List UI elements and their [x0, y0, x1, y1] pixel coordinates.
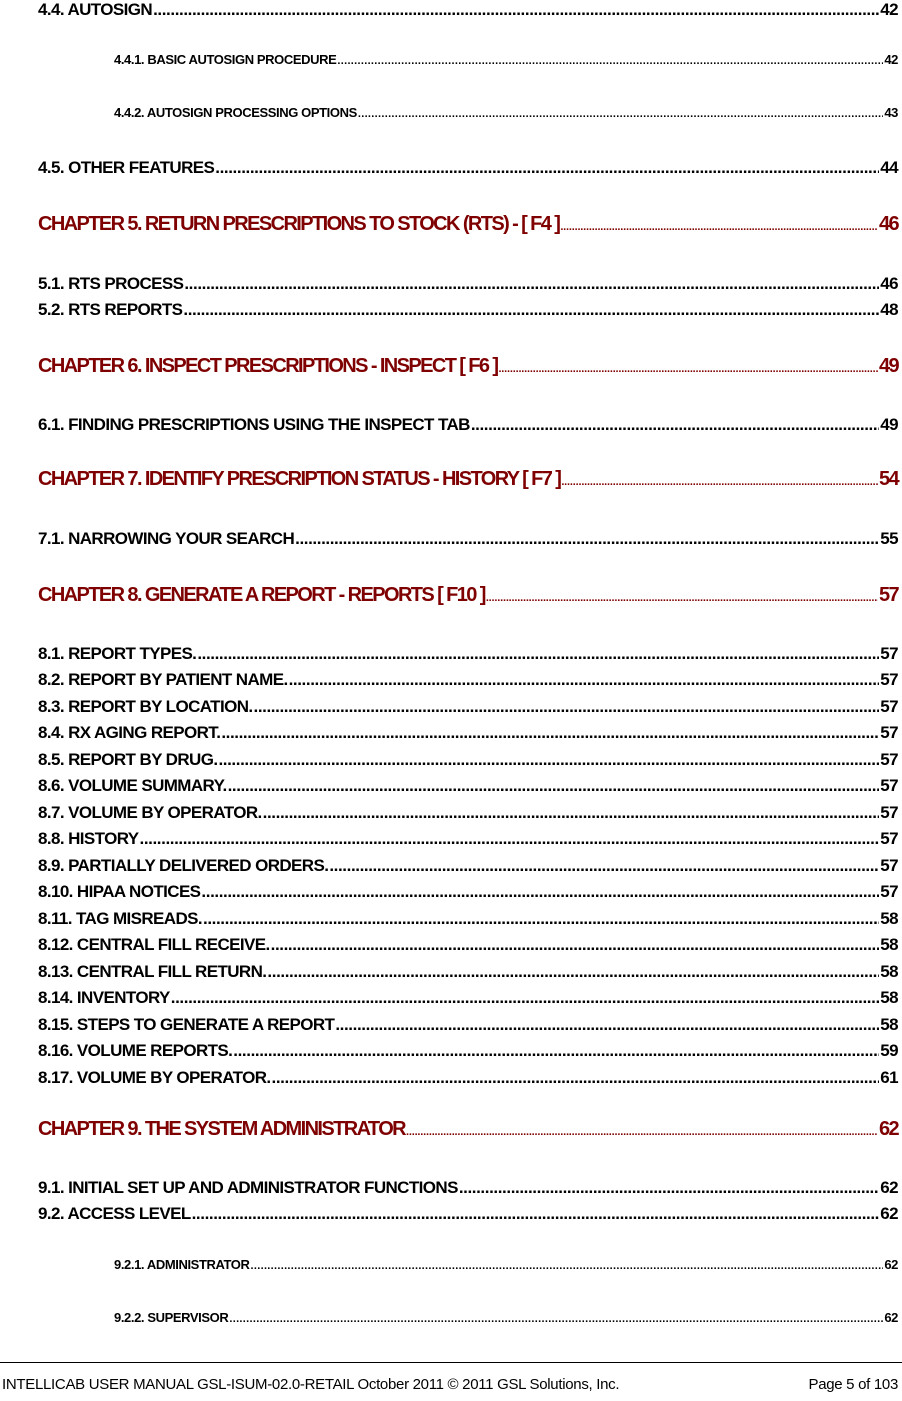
toc-entry-page: 42 [880, 0, 898, 19]
toc-entry-label: 4.4.1. BASIC AUTOSIGN PROCEDURE [114, 52, 337, 67]
toc-entry[interactable] [38, 1178, 898, 1198]
toc-entry[interactable] [38, 274, 898, 294]
toc-entry[interactable] [38, 962, 898, 982]
dot-leader [337, 55, 883, 67]
toc-entry-page: 57 [880, 856, 898, 875]
toc-entry-page: 46 [880, 274, 898, 293]
dot-leader [561, 476, 878, 488]
toc-entry-label: CHAPTER 5. RETURN PRESCRIPTIONS TO STOCK (RTS) - [ F4 ] [38, 213, 560, 235]
toc-entry[interactable] [38, 529, 898, 549]
toc-entry-page: 62 [884, 1310, 898, 1325]
footer-divider [0, 1362, 902, 1363]
dot-leader [267, 962, 879, 982]
toc-entry-page: 58 [880, 1015, 898, 1034]
toc-entry-label: 9.2.2. SUPERVISOR [114, 1310, 229, 1325]
dot-leader [560, 221, 878, 233]
toc-entry-page: 58 [880, 909, 898, 928]
toc-entry[interactable] [38, 750, 898, 770]
dot-leader [153, 0, 879, 20]
toc-entry-label: 8.7. VOLUME BY OPERATOR. [38, 803, 262, 822]
toc-entry-label: 8.5. REPORT BY DRUG. [38, 750, 218, 769]
toc-entry-label: 9.2. ACCESS LEVEL [38, 1204, 191, 1223]
toc-entry-page: 58 [880, 988, 898, 1007]
toc-entry[interactable] [38, 0, 898, 20]
toc-entry[interactable] [38, 1068, 898, 1088]
dot-leader [218, 750, 879, 770]
toc-entry-page: 62 [878, 1118, 898, 1140]
dot-leader [335, 1015, 879, 1035]
toc-entry[interactable] [38, 415, 898, 435]
toc-entry-page: 58 [880, 962, 898, 981]
toc-entry[interactable] [38, 644, 898, 664]
toc-entry-label: CHAPTER 6. INSPECT PRESCRIPTIONS - INSPECT [ F6 ] [38, 355, 498, 377]
toc-entry[interactable] [38, 1041, 898, 1061]
toc-entry-label: 8.15. STEPS TO GENERATE A REPORT [38, 1015, 335, 1034]
toc-chapter-entry[interactable] [38, 1118, 898, 1141]
toc-entry[interactable] [38, 670, 898, 690]
toc-entry-page: 61 [880, 1068, 898, 1087]
toc-entry-label: 8.10. HIPAA NOTICES [38, 882, 201, 901]
toc-entry[interactable] [38, 776, 898, 796]
dot-leader [228, 776, 880, 796]
dot-leader [329, 856, 879, 876]
dot-leader [229, 1313, 883, 1325]
toc-entry-label: 7.1. NARROWING YOUR SEARCH [38, 529, 295, 548]
toc-entry[interactable] [114, 52, 898, 67]
toc-entry-page: 55 [880, 529, 898, 548]
toc-entry-label: 6.1. FINDING PRESCRIPTIONS USING THE INSPECT TAB [38, 415, 470, 434]
toc-entry[interactable] [114, 1310, 898, 1325]
toc-entry-page: 49 [878, 355, 898, 377]
toc-entry-page: 42 [884, 52, 898, 67]
toc-entry-page: 57 [880, 670, 898, 689]
toc-entry-page: 57 [880, 644, 898, 663]
toc-entry-label: 8.12. CENTRAL FILL RECEIVE. [38, 935, 270, 954]
toc-entry[interactable] [38, 803, 898, 823]
toc-entry-label: 8.17. VOLUME BY OPERATOR. [38, 1068, 271, 1087]
toc-entry[interactable] [38, 1204, 898, 1224]
footer-page-number: Page 5 of 103 [808, 1376, 898, 1393]
toc-entry-page: 49 [880, 415, 898, 434]
toc-entry-label: 8.2. REPORT BY PATIENT NAME. [38, 670, 288, 689]
toc-entry-label: 8.13. CENTRAL FILL RETURN. [38, 962, 267, 981]
toc-entry[interactable] [38, 158, 898, 178]
toc-entry-page: 54 [878, 468, 898, 490]
dot-leader [171, 988, 880, 1008]
toc-entry-label: 9.1. INITIAL SET UP AND ADMINISTRATOR FUNCTIONS [38, 1178, 458, 1197]
dot-leader [486, 592, 878, 604]
toc-entry[interactable] [38, 300, 898, 320]
dot-leader [221, 723, 879, 743]
toc-entry[interactable] [38, 856, 898, 876]
toc-entry[interactable] [38, 935, 898, 955]
toc-entry[interactable] [114, 1257, 898, 1272]
toc-entry-page: 57 [880, 723, 898, 742]
toc-entry-page: 57 [880, 697, 898, 716]
toc-entry-label: 5.2. RTS REPORTS [38, 300, 183, 319]
toc-entry-label: 8.3. REPORT BY LOCATION. [38, 697, 253, 716]
toc-entry[interactable] [38, 829, 898, 849]
toc-entry-page: 57 [880, 829, 898, 848]
dot-leader [197, 644, 879, 664]
toc-entry-label: 5.1. RTS PROCESS [38, 274, 184, 293]
toc-entry-page: 48 [880, 300, 898, 319]
toc-entry-label: 8.11. TAG MISREADS. [38, 909, 202, 928]
dot-leader [471, 415, 879, 435]
toc-entry-label: 8.8. HISTORY [38, 829, 139, 848]
toc-entry-page: 57 [880, 776, 898, 795]
dot-leader [406, 1126, 878, 1138]
toc-entry-label: CHAPTER 8. GENERATE A REPORT - REPORTS [ F10 ] [38, 584, 485, 606]
dot-leader [271, 935, 880, 955]
toc-entry-page: 57 [880, 803, 898, 822]
toc-chapter-entry[interactable] [38, 355, 898, 378]
dot-leader [358, 108, 883, 120]
dot-leader [183, 300, 879, 320]
toc-entry-label: 8.9. PARTIALLY DELIVERED ORDERS. [38, 856, 329, 875]
toc-entry[interactable] [38, 882, 898, 902]
toc-entry-label: 4.4.2. AUTOSIGN PROCESSING OPTIONS [114, 105, 357, 120]
toc-entry-page: 62 [880, 1204, 898, 1223]
dot-leader [263, 803, 880, 823]
dot-leader [272, 1068, 880, 1088]
dot-leader [233, 1041, 879, 1061]
toc-entry-label: 8.1. REPORT TYPES. [38, 644, 197, 663]
dot-leader [192, 1204, 880, 1224]
dot-leader [203, 909, 879, 929]
toc-chapter-entry[interactable] [38, 468, 898, 491]
toc-entry-label: 8.6. VOLUME SUMMARY. [38, 776, 227, 795]
toc-entry-page: 57 [880, 750, 898, 769]
toc-chapter-entry[interactable] [38, 213, 898, 236]
toc-entry[interactable] [38, 1015, 898, 1035]
toc-entry[interactable] [38, 988, 898, 1008]
toc-entry-label: 4.4. AUTOSIGN [38, 0, 153, 19]
toc-entry-label: 9.2.1. ADMINISTRATOR [114, 1257, 250, 1272]
toc-entry-page: 59 [880, 1041, 898, 1060]
dot-leader [251, 1260, 884, 1272]
dot-leader [295, 529, 879, 549]
toc-entry-page: 62 [880, 1178, 898, 1197]
toc-entry-page: 62 [884, 1257, 898, 1272]
dot-leader [201, 882, 879, 902]
dot-leader [215, 158, 879, 178]
dot-leader [289, 670, 880, 690]
toc-entry-label: 8.14. INVENTORY [38, 988, 170, 1007]
dot-leader [498, 363, 878, 375]
toc-entry-label: CHAPTER 9. THE SYSTEM ADMINISTRATOR [38, 1118, 405, 1140]
toc-entry-label: CHAPTER 7. IDENTIFY PRESCRIPTION STATUS - HISTORY [ F7 ] [38, 468, 561, 490]
toc-entry-label: 8.16. VOLUME REPORTS. [38, 1041, 233, 1060]
page-footer [2, 1376, 898, 1393]
toc-entry[interactable] [38, 723, 898, 743]
toc-entry[interactable] [114, 105, 898, 120]
toc-chapter-entry[interactable] [38, 584, 898, 607]
toc-entry-page: 58 [880, 935, 898, 954]
toc-entry-page: 57 [878, 584, 898, 606]
dot-leader [254, 697, 880, 717]
footer-document-info: INTELLICAB USER MANUAL GSL-ISUM-02.0-RETAIL October 2011 © 2011 GSL Solutions, Inc. [2, 1376, 620, 1393]
toc-entry[interactable] [38, 697, 898, 717]
toc-entry-page: 46 [878, 213, 898, 235]
dot-leader [184, 274, 879, 294]
toc-entry-page: 43 [884, 105, 898, 120]
dot-leader [459, 1178, 879, 1198]
toc-entry-page: 44 [880, 158, 898, 177]
toc-entry-label: 4.5. OTHER FEATURES [38, 158, 215, 177]
toc-entry[interactable] [38, 909, 898, 929]
toc-entry-page: 57 [880, 882, 898, 901]
dot-leader [140, 829, 880, 849]
toc-entry-label: 8.4. RX AGING REPORT. [38, 723, 221, 742]
